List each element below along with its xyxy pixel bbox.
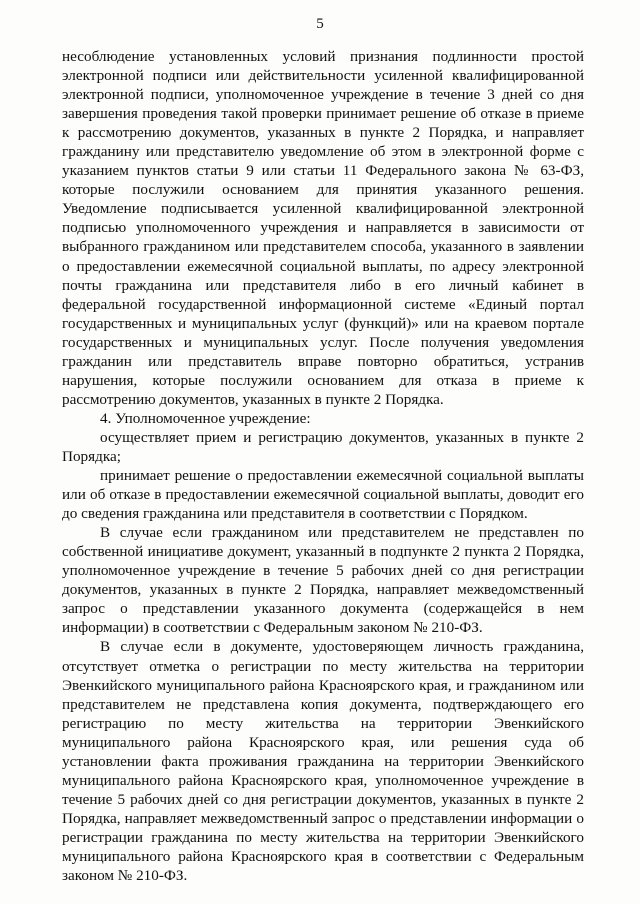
- paragraph-2: 4. Уполномоченное учреждение:: [100, 409, 311, 427]
- paragraph-6: В случае если в документе, удостоверяющем личность гражданина, отсутствует отметка о регистрации по месту жительства на территории Эвенкийского муниципального района Красноярского края, и гражданином или представителем не представлена копия документа, подтверждающего его регистрацию по месту жительства на территории Эвенкийского муниципального района Красноярского края, или решения суда об установлении факта проживания гражданина на территории Эвенкийского муниципального района Красноярского края, уполномоченное учреждение в течение 5 рабочих дней со дня регистрации документов, указанных в пункте 2 Порядка, направляет межведомственный запрос о представлении информации о регистрации гражданина по месту жительства на территории Эвенкийского муниципального района Красноярского края в соответствии с Федеральным законом № 210-ФЗ.: [62, 638, 584, 885]
- paragraph-4: принимает решение о предоставлении ежемесячной социальной выплаты или об отказе в предоставлении ежемесячной социальной выплаты, доводит его до сведения гражданина или представителя в соответствии с Порядком.: [62, 467, 584, 523]
- page-number: 5: [316, 16, 324, 32]
- document-body: [62, 47, 584, 885]
- paragraph-3: осуществляет прием и регистрацию документов, указанных в пункте 2 Порядка;: [62, 428, 584, 465]
- paragraph-1: несоблюдение установленных условий признания подлинности простой электронной подписи или действительности усиленной квалифицированной электронной подписи, уполномоченное учреждение в течение 3 дней со дня завершения проведения такой проверки принимает решение об отказе в приеме к рассмотрению документов, указанных в пункте 2 Порядка, и направляет гражданину или представителю уведомление об этом в электронной форме с указанием пунктов статьи 9 или статьи 11 Федерального закона № 63-ФЗ, которые послужили основанием для принятия указанного решения. Уведомление подписывается усиленной квалифицированной электронной подписью уполномоченного учреждения и направляется в зависимости от выбранного гражданином или представителем способа, указанного в заявлении о предоставлении ежемесячной социальной выплаты, по адресу электронной почты гражданина или представителя либо в его личный кабинет в федеральной государственной информационной системе «Единый портал государственных и муниципальных услуг (функций)» или на краевом портале государственных и муниципальных услуг. После получения уведомления гражданин или представитель вправе повторно обратиться, устранив нарушения, которые послужили основанием для отказа в приеме к рассмотрению документов, указанных в пункте 2 Порядка.: [62, 48, 584, 408]
- paragraph-5: В случае если гражданином или представителем не представлен по собственной инициативе документ, указанный в подпункте 2 пункта 2 Порядка, уполномоченное учреждение в течение 5 рабочих дней со дня регистрации документов, указанных в пункте 2 Порядка, направляет межведомственный запрос о представлении указанного документа (содержащейся в нем информации) в соответствии с Федеральным законом № 210-ФЗ.: [62, 524, 584, 637]
